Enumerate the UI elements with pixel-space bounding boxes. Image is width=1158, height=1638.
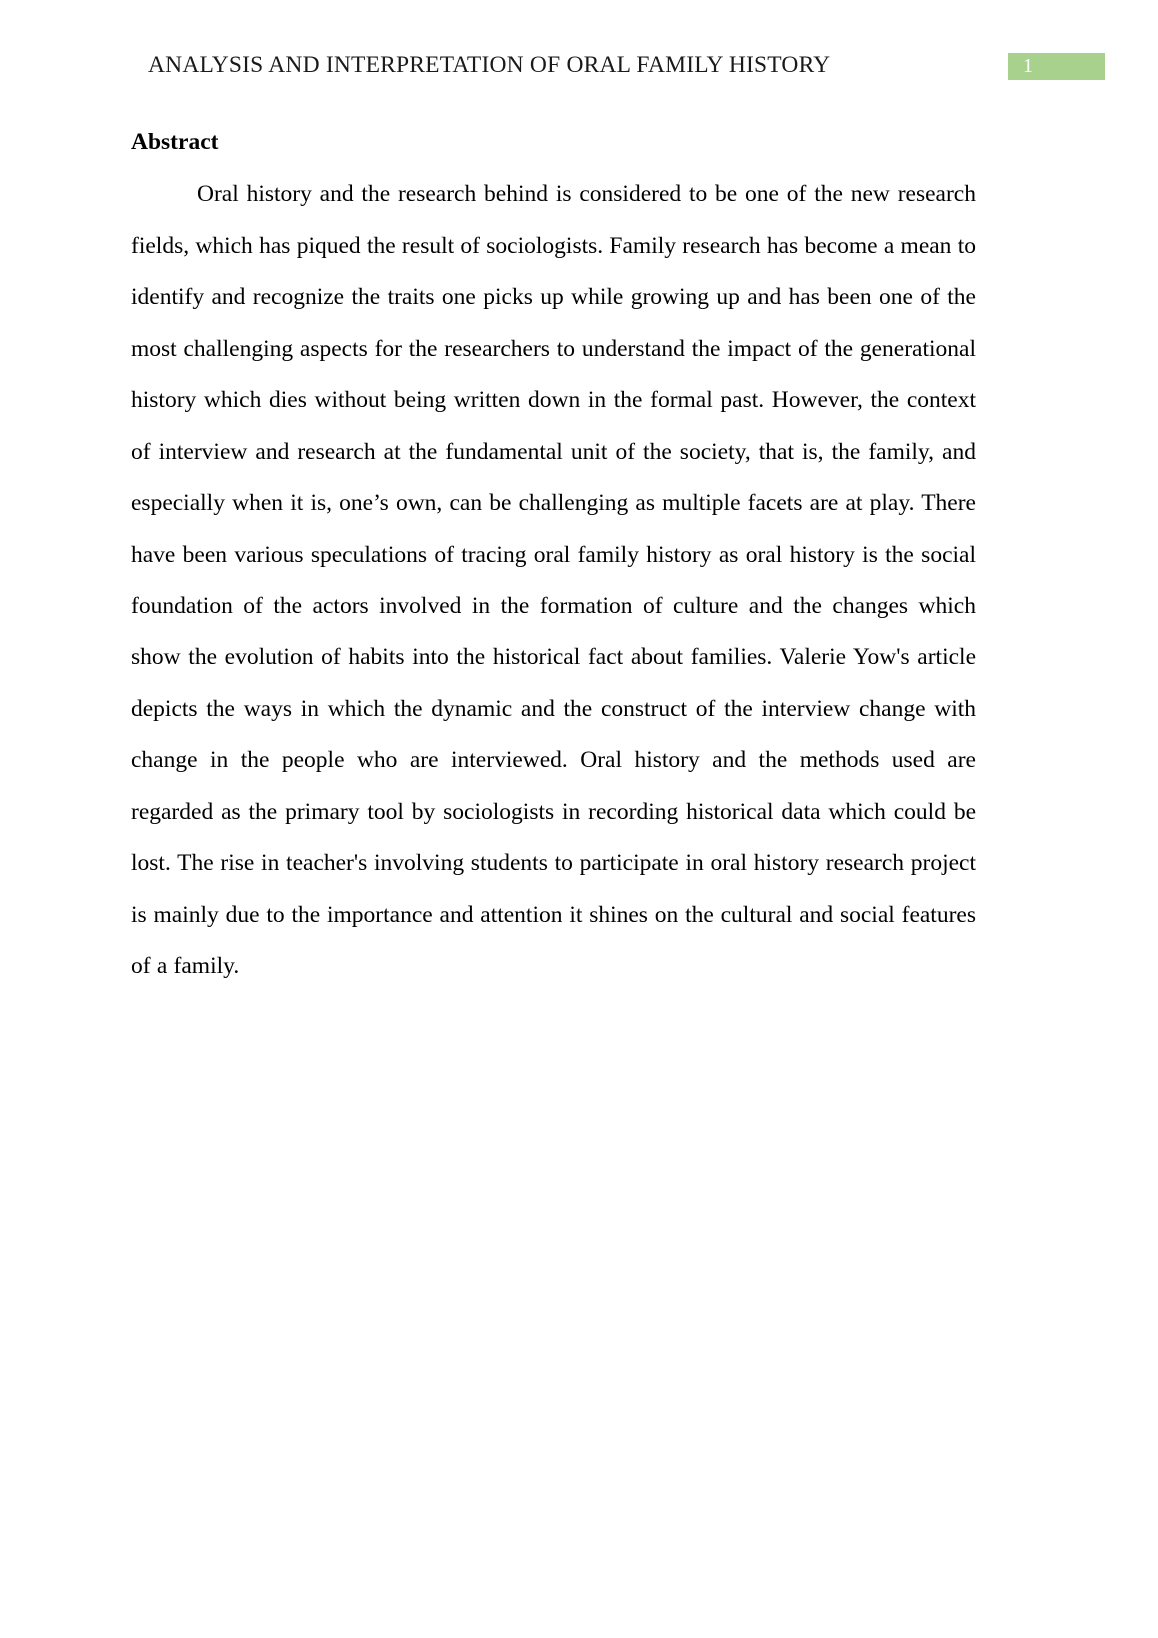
abstract-paragraph: Oral history and the research behind is considered to be one of the new research fields, which has piqued the result of sociologists. Family research has become a mean to identify and recognize the traits one picks up while growing up and has been one of the most challenging aspects for the researchers to understand the impact of the generational history which dies without being written down in the formal past. However, the context of interview and research at the fundamental unit of the society, that is, the family, and especially when it is, one’s own, can be challenging as multiple facets are at play. There have been various speculations of tracing oral family history as oral history is the social foundation of the actors involved in the formation of culture and the changes which show the evolution of habits into the historical fact about families. Valerie Yow's article depicts the ways in which the dynamic and the construct of the interview change with change in the people who are interviewed. Oral history and the methods used are regarded as the primary tool by sociologists in recording historical data which could be lost. The rise in teacher's involving students to participate in oral history research project is mainly due to the importance and attention it shines on the cultural and social features of a family. — [131, 181, 976, 980]
page-number-badge — [1008, 53, 1105, 80]
running-header — [148, 50, 1106, 82]
document-body — [131, 128, 976, 993]
running-head-title: ANALYSIS AND INTERPRETATION OF ORAL FAMILY HISTORY — [148, 52, 831, 79]
section-heading-abstract: Abstract — [131, 129, 219, 155]
page-number: 1 — [1023, 55, 1033, 77]
